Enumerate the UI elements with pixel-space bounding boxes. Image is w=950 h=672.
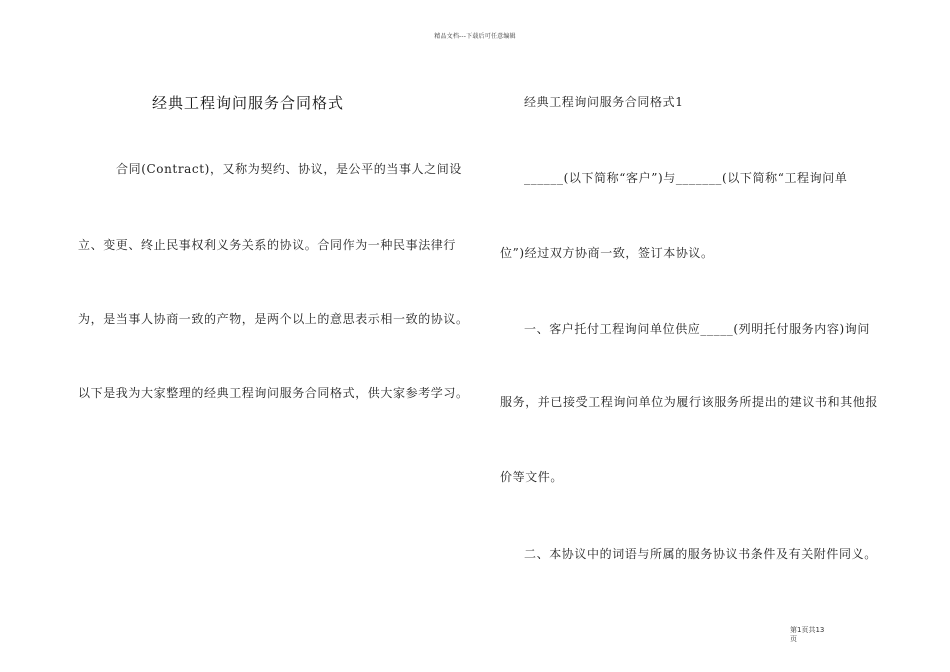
header-note: 精品文档---下载后可任意编辑 bbox=[434, 33, 516, 40]
document-title: 经典工程询问服务合同格式 bbox=[151, 94, 344, 112]
left-paragraph-line-3: 为，是当事人协商一致的产物，是两个以上的意思表示相一致的协议。 bbox=[78, 312, 469, 326]
page-number-line-1: 第1页共13 bbox=[790, 626, 825, 634]
right-paragraph-line-5: 价等文件。 bbox=[500, 470, 564, 484]
right-paragraph-line-6: 二、本协议中的词语与所属的服务协议书条件及有关附件同义。 bbox=[524, 547, 877, 561]
right-paragraph-line-4: 服务，并已接受工程询问单位为履行该服务所提出的建议书和其他报 bbox=[500, 395, 879, 409]
right-paragraph-line-2: 位”)经过双方协商一致，签订本协议。 bbox=[500, 246, 714, 260]
right-paragraph-line-3: 一、客户托付工程询问单位供应_____(列明托付服务内容)询问 bbox=[524, 322, 870, 336]
left-paragraph-line-2: 立、变更、终止民事权利义务关系的协议。合同作为一种民事法律行 bbox=[78, 238, 457, 252]
right-paragraph-line-1: ______(以下简称“客户”)与_______(以下简称“工程询问单 bbox=[524, 171, 848, 185]
left-paragraph-line-4: 以下是我为大家整理的经典工程询问服务合同格式，供大家参考学习。 bbox=[78, 386, 469, 400]
page-number-line-2: 页 bbox=[790, 635, 797, 643]
left-paragraph-line-1: 合同(Contract)，又称为契约、协议，是公平的当事人之间设 bbox=[116, 162, 462, 176]
page-number bbox=[790, 626, 850, 644]
right-section-heading: 经典工程询问服务合同格式1 bbox=[524, 95, 684, 109]
